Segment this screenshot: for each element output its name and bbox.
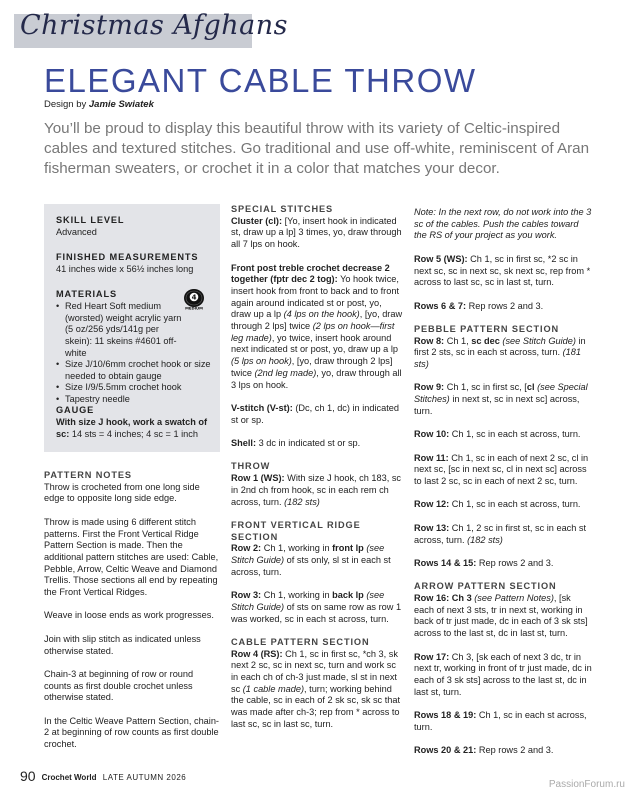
skill-value: Advanced — [56, 227, 97, 237]
arrow-heading: ARROW PATTERN SECTION — [414, 581, 557, 592]
rows-column — [414, 207, 592, 769]
finished-heading: FINISHED MEASUREMENTS — [56, 252, 199, 262]
row-2: Row 2: Ch 1, working in front lp (see Stitch Guide) of sts only, sl st in each st across, turn. — [231, 543, 391, 577]
special-stitches-heading: SPECIAL STITCHES — [231, 204, 334, 214]
pattern-note: Weave in loose ends as work progresses. — [44, 610, 214, 621]
finished-value: 41 inches wide x 56½ inches long — [56, 264, 194, 274]
row-12: Row 12: Ch 1, sc in each st across, turn. — [414, 499, 581, 510]
stitches-column — [231, 204, 404, 742]
materials-sidebar — [44, 204, 220, 452]
fptr-stitch: Front post treble crochet decrease 2 together (fptr dec 2 tog): Yo hook twice, insert hook from front to back and to front again around indicated st or post, yo, draw up a lp (4 lps on the hook), [yo, draw through 2 lps] twice (2 lps on hook—first leg made), yo twice, insert hook around next indicated st or post, yo, draw up a lp (5 lps on hook), [yo, draw through 2 lps] twice (2nd leg made), yo, draw through all 3 lps on hook. — [231, 262, 403, 390]
section-banner-text: Christmas Afghans — [20, 10, 288, 41]
page-footer — [20, 768, 186, 784]
row-1: Row 1 (WS): With size J hook, ch 183, sc in 2nd ch from hook, sc in each rem ch across, turn. (182 sts) — [231, 473, 402, 507]
page-number: 90 — [20, 768, 36, 784]
materials-heading: MATERIALS — [56, 289, 118, 299]
row-8: Row 8: Ch 1, sc dec (see Stitch Guide) in first 2 sts, sc in each st across, turn. (181 sts) — [414, 335, 586, 370]
pattern-notes-column — [44, 470, 220, 762]
row-13: Row 13: Ch 1, 2 sc in first st, sc in each st across, turn. (182 sts) — [414, 522, 587, 545]
row-11: Row 11: Ch 1, sc in each of next 2 sc, cl in next sc, [sc in next sc, cl in next sc] across to last 2 sc, sc in each of next 2 sc, turn. — [414, 452, 589, 487]
pattern-note: Throw is made using 6 different stitch patterns. First the Front Vertical Ridge Pattern Section is made. Then the additional pattern stitches are used: Cable, Pebble, Arrow, Celtic Weave and Diamond Trellis. Those sections all end by repeating the Front Vertical Ridges. — [44, 516, 219, 598]
gauge-bold: With size J hook, work a swatch of sc: — [56, 417, 208, 439]
front-vertical-heading: FRONT VERTICAL RIDGE SECTION — [231, 519, 361, 542]
skill-heading: SKILL LEVEL — [56, 215, 125, 225]
byline-prefix: Design by — [44, 99, 87, 110]
issue-date: LATE AUTUMN 2026 — [102, 773, 187, 782]
cable-note: Note: In the next row, do not work into the 3 sc of the cables. Push the cables toward the RS of your project as you work. — [414, 207, 592, 241]
vstitch: V-stitch (V-st): (Dc, ch 1, dc) in indicated st or sp. — [231, 402, 399, 425]
byline — [44, 99, 154, 110]
shell-stitch: Shell: 3 dc in indicated st or sp. — [231, 438, 361, 449]
materials-item: • Size J/10/6mm crochet hook or size needed to obtain gauge — [56, 359, 216, 382]
intro-paragraph: You’ll be proud to display this beautiful throw with its variety of Celtic-inspired cables and textured stitches. Go traditional and use off-white, reminiscent of Aran fisherman sweaters, or crochet it in a color that matches your decor. — [44, 120, 590, 177]
materials-item: • Size I/9/5.5mm crochet hook — [56, 382, 216, 394]
yarn-weight-number: 4 — [191, 293, 197, 302]
row-17: Row 17: Ch 3, [sk each of next 3 dc, tr in next tr, working in front of tr just made, dc in each of 3 sk sts] across to the last st, dc in last st, turn. — [414, 651, 592, 697]
row-16: Row 16: Ch 3 (see Pattern Notes), [sk each of next 3 sts, tr in next st, working in back of tr just made, dc in each of 3 sk sts] across to the last st, dc in last st, turn. — [414, 593, 588, 639]
pattern-note: Throw is crocheted from one long side edge to opposite long side edge. — [44, 481, 200, 504]
materials-list — [56, 301, 184, 360]
rows-6-7: Rows 6 & 7: Rep rows 2 and 3. — [414, 300, 544, 311]
pebble-heading: PEBBLE PATTERN SECTION — [414, 323, 560, 334]
page-title: ELEGANT CABLE THROW — [44, 62, 477, 99]
rows-14-15: Rows 14 & 15: Rep rows 2 and 3. — [414, 557, 554, 568]
cluster-stitch: Cluster (cl): [Yo, insert hook in indicated st, draw up a lp] 3 times, yo, draw through all 7 lps on hook. — [231, 215, 402, 250]
row-9: Row 9: Ch 1, sc in first sc, [cl (see Special Stitches) in next st, sc in next sc] across, turn. — [414, 382, 588, 416]
pattern-note: Join with slip stitch as indicated unless otherwise stated. — [44, 633, 201, 656]
pattern-note: In the Celtic Weave Pattern Section, chain-2 at beginning of row counts as first double crochet. — [44, 715, 219, 750]
row-10: Row 10: Ch 1, sc in each st across, turn. — [414, 429, 581, 440]
gauge-heading: GAUGE — [56, 405, 95, 415]
materials-list-rest — [56, 359, 216, 406]
watermark: PassionForum.ru — [548, 779, 625, 790]
row-5: Row 5 (WS): Ch 1, sc in first sc, *2 sc in next sc, sc in next sc, sk next sc, rep from * across to last sc, sc in last st, turn. — [414, 253, 591, 288]
magazine-name: Crochet World — [41, 773, 97, 782]
gauge-text — [56, 417, 216, 440]
materials-item: • Red Heart Soft medium (worsted) weight acrylic yarn (5 oz/256 yds/141g per skein): 11 skeins #4601 off-white — [56, 301, 184, 360]
pattern-notes-heading: PATTERN NOTES — [44, 470, 132, 480]
designer-name: Jamie Swiatek — [88, 99, 154, 110]
cable-heading: CABLE PATTERN SECTION — [231, 636, 370, 647]
rows-20-21: Rows 20 & 21: Rep rows 2 and 3. — [414, 745, 554, 756]
gauge-value: 14 sts = 4 inches; 4 sc = 1 inch — [71, 428, 198, 439]
pattern-note: Chain-3 at beginning of row or round counts as first double crochet unless otherwise stated. — [44, 668, 194, 703]
row-3: Row 3: Ch 1, working in back lp (see Stitch Guide) of sts on same row as row 1 was worked, sc in each st across, turn. — [231, 590, 402, 624]
rows-18-19: Rows 18 & 19: Ch 1, sc in each st across, turn. — [414, 710, 587, 732]
throw-heading: THROW — [231, 461, 271, 472]
yarn-weight-label: MEDIUM — [185, 305, 203, 310]
materials-item: • Tapestry needle — [56, 394, 216, 406]
yarn-weight-icon — [183, 288, 205, 310]
row-4: Row 4 (RS): Ch 1, sc in first sc, *ch 3, sk next 2 sc, sc in next sc, turn and work sc in each ch of ch-3 just made, sl st in next sc (1 cable made), turn; working behind the cable, sc in each of 2 sk sc, sk sc that was made after ch-3; rep from * across to last sc, sc in last sc, turn. — [231, 648, 401, 729]
